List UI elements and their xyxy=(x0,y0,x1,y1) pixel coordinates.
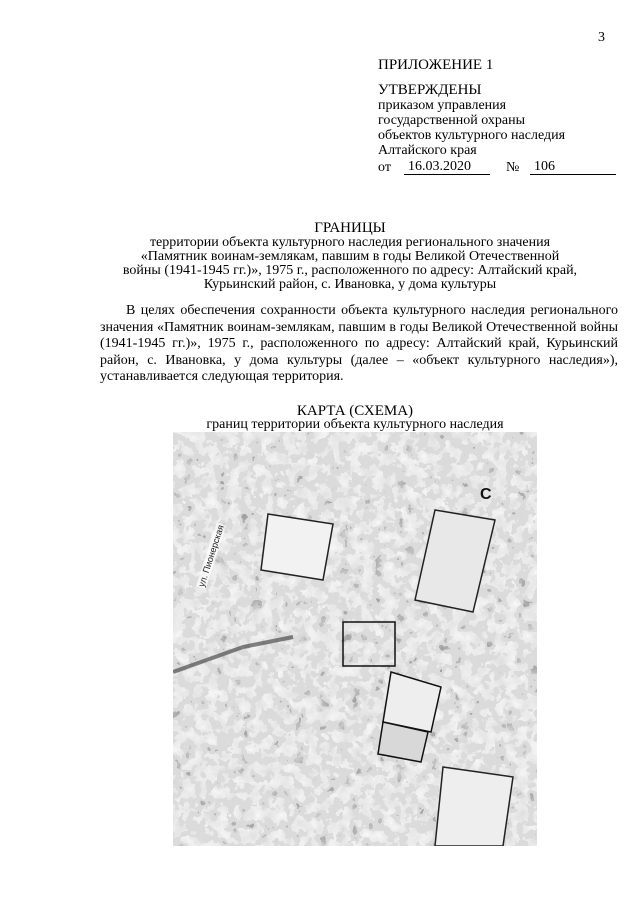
order-number: 106 xyxy=(530,159,616,175)
body-paragraph: В целях обеспечения сохранности объекта культурного наследия регионального значения «Памятник воинам-землякам, павшим в годы Великой Отечественной войны (1941-1945 гг.)», 1975 г., расположенного по адресу: Алтайский край, Курьинский район, с. Ивановка, у дома культуры (далее – «объект культурного наследия»), устанавливается следующая территория. xyxy=(100,303,618,384)
date-label: от xyxy=(378,160,391,175)
approval-block xyxy=(378,58,628,175)
order-date-row xyxy=(378,159,628,175)
number-label: № xyxy=(506,160,520,175)
map-heading: КАРТА (СХЕМА) xyxy=(296,403,414,419)
title-line: войны (1941-1945 гг.)», 1975 г., расположенного по адресу: Алтайский край, xyxy=(122,263,578,278)
appendix-title: ПРИЛОЖЕНИЕ 1 xyxy=(378,57,494,73)
document-title xyxy=(60,221,640,292)
map-subheading: границ территории объекта культурного наследия xyxy=(206,417,504,432)
approval-line: приказом управления xyxy=(378,98,507,113)
street-label: ул. Пионерская xyxy=(196,523,226,589)
approval-line: объектов культурного наследия xyxy=(378,128,566,143)
title-line: «Памятник воинам-землякам, павшим в годы Великой Отечественной xyxy=(140,249,560,264)
order-date: 16.03.2020 xyxy=(404,159,490,175)
approval-line: Алтайского края xyxy=(378,143,477,158)
approved-word: УТВЕРЖДЕНЫ xyxy=(378,82,482,98)
title-line: территории объекта культурного наследия регионального значения xyxy=(149,235,551,250)
north-marker: С xyxy=(480,486,492,503)
title-heading: ГРАНИЦЫ xyxy=(314,220,386,236)
page-number: 3 xyxy=(598,30,605,45)
approval-line: государственной охраны xyxy=(378,113,526,128)
map-caption xyxy=(170,405,540,431)
title-line: Курьинский район, с. Ивановка, у дома культуры xyxy=(203,277,497,292)
